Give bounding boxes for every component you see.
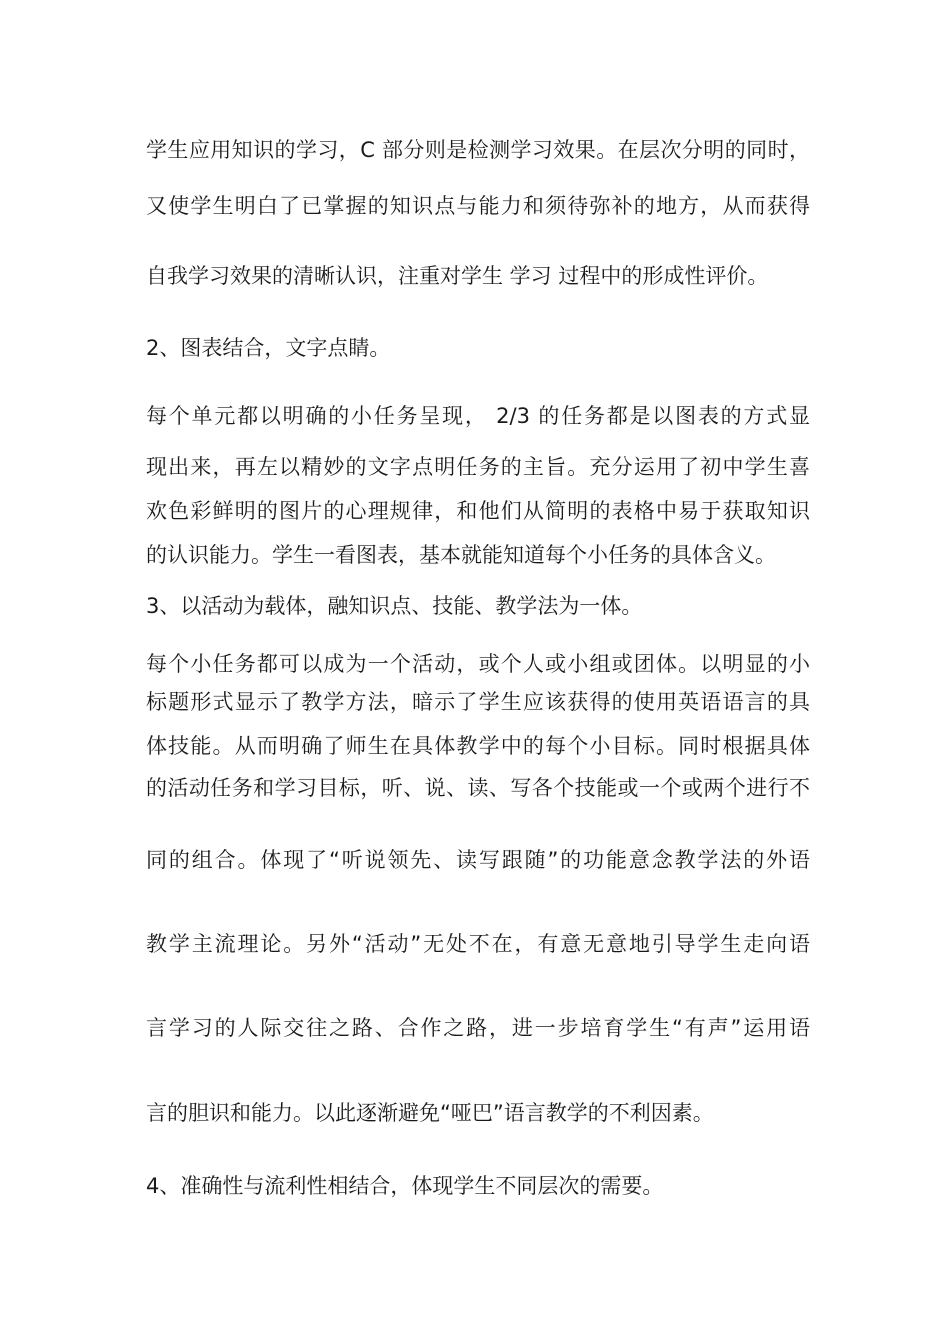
text-line: 标题形式显示了教学方法，暗示了学生应该获得的使用英语语言的具 — [146, 690, 810, 714]
text-line: 欢色彩鲜明的图片的心理规律，和他们从简明的表格中易于获取知识 — [146, 499, 810, 523]
text-line: 现出来，再左以精妙的文字点明任务的主旨。充分运用了初中学生喜 — [146, 455, 810, 479]
text-line: 言学习的人际交往之路、合作之路，进一步培育学生“有声”运用语 — [146, 1016, 810, 1040]
text-line: 每个小任务都可以成为一个活动，或个人或小组或团体。以明显的小 — [146, 652, 810, 676]
text-line: 的认识能力。学生一看图表，基本就能知道每个小任务的具体含义。 — [146, 543, 776, 567]
text-line: 体技能。从而明确了师生在具体教学中的每个小目标。同时根据具体 — [146, 734, 810, 758]
text-line: 同的组合。体现了“听说领先、读写跟随”的功能意念教学法的外语 — [146, 848, 810, 872]
text-line: 又使学生明白了已掌握的知识点与能力和须待弥补的地方，从而获得 — [146, 194, 810, 218]
section-heading: 3、以活动为载体，融知识点、技能、教学法为一体。 — [146, 594, 643, 618]
text-line: 每个单元都以明确的小任务呈现， 2/3 的任务都是以图表的方式显 — [146, 404, 810, 428]
text-line: 教学主流理论。另外“活动”无处不在，有意无意地引导学生走向语 — [146, 932, 810, 956]
text-line: 学生应用知识的学习，C 部分则是检测学习效果。在层次分明的同时， — [146, 138, 810, 162]
text-line: 的活动任务和学习目标，听、说、读、写各个技能或一个或两个进行不 — [146, 776, 810, 800]
section-heading: 2、图表结合，文字点睛。 — [146, 336, 391, 360]
text-line: 言的胆识和能力。以此逐渐避免“哑巴”语言教学的不利因素。 — [146, 1101, 714, 1125]
section-heading: 4、准确性与流利性相结合，体现学生不同层次的需要。 — [146, 1174, 664, 1198]
text-line: 自我学习效果的清晰认识，注重对学生 学习 过程中的形成性评价。 — [146, 264, 769, 288]
